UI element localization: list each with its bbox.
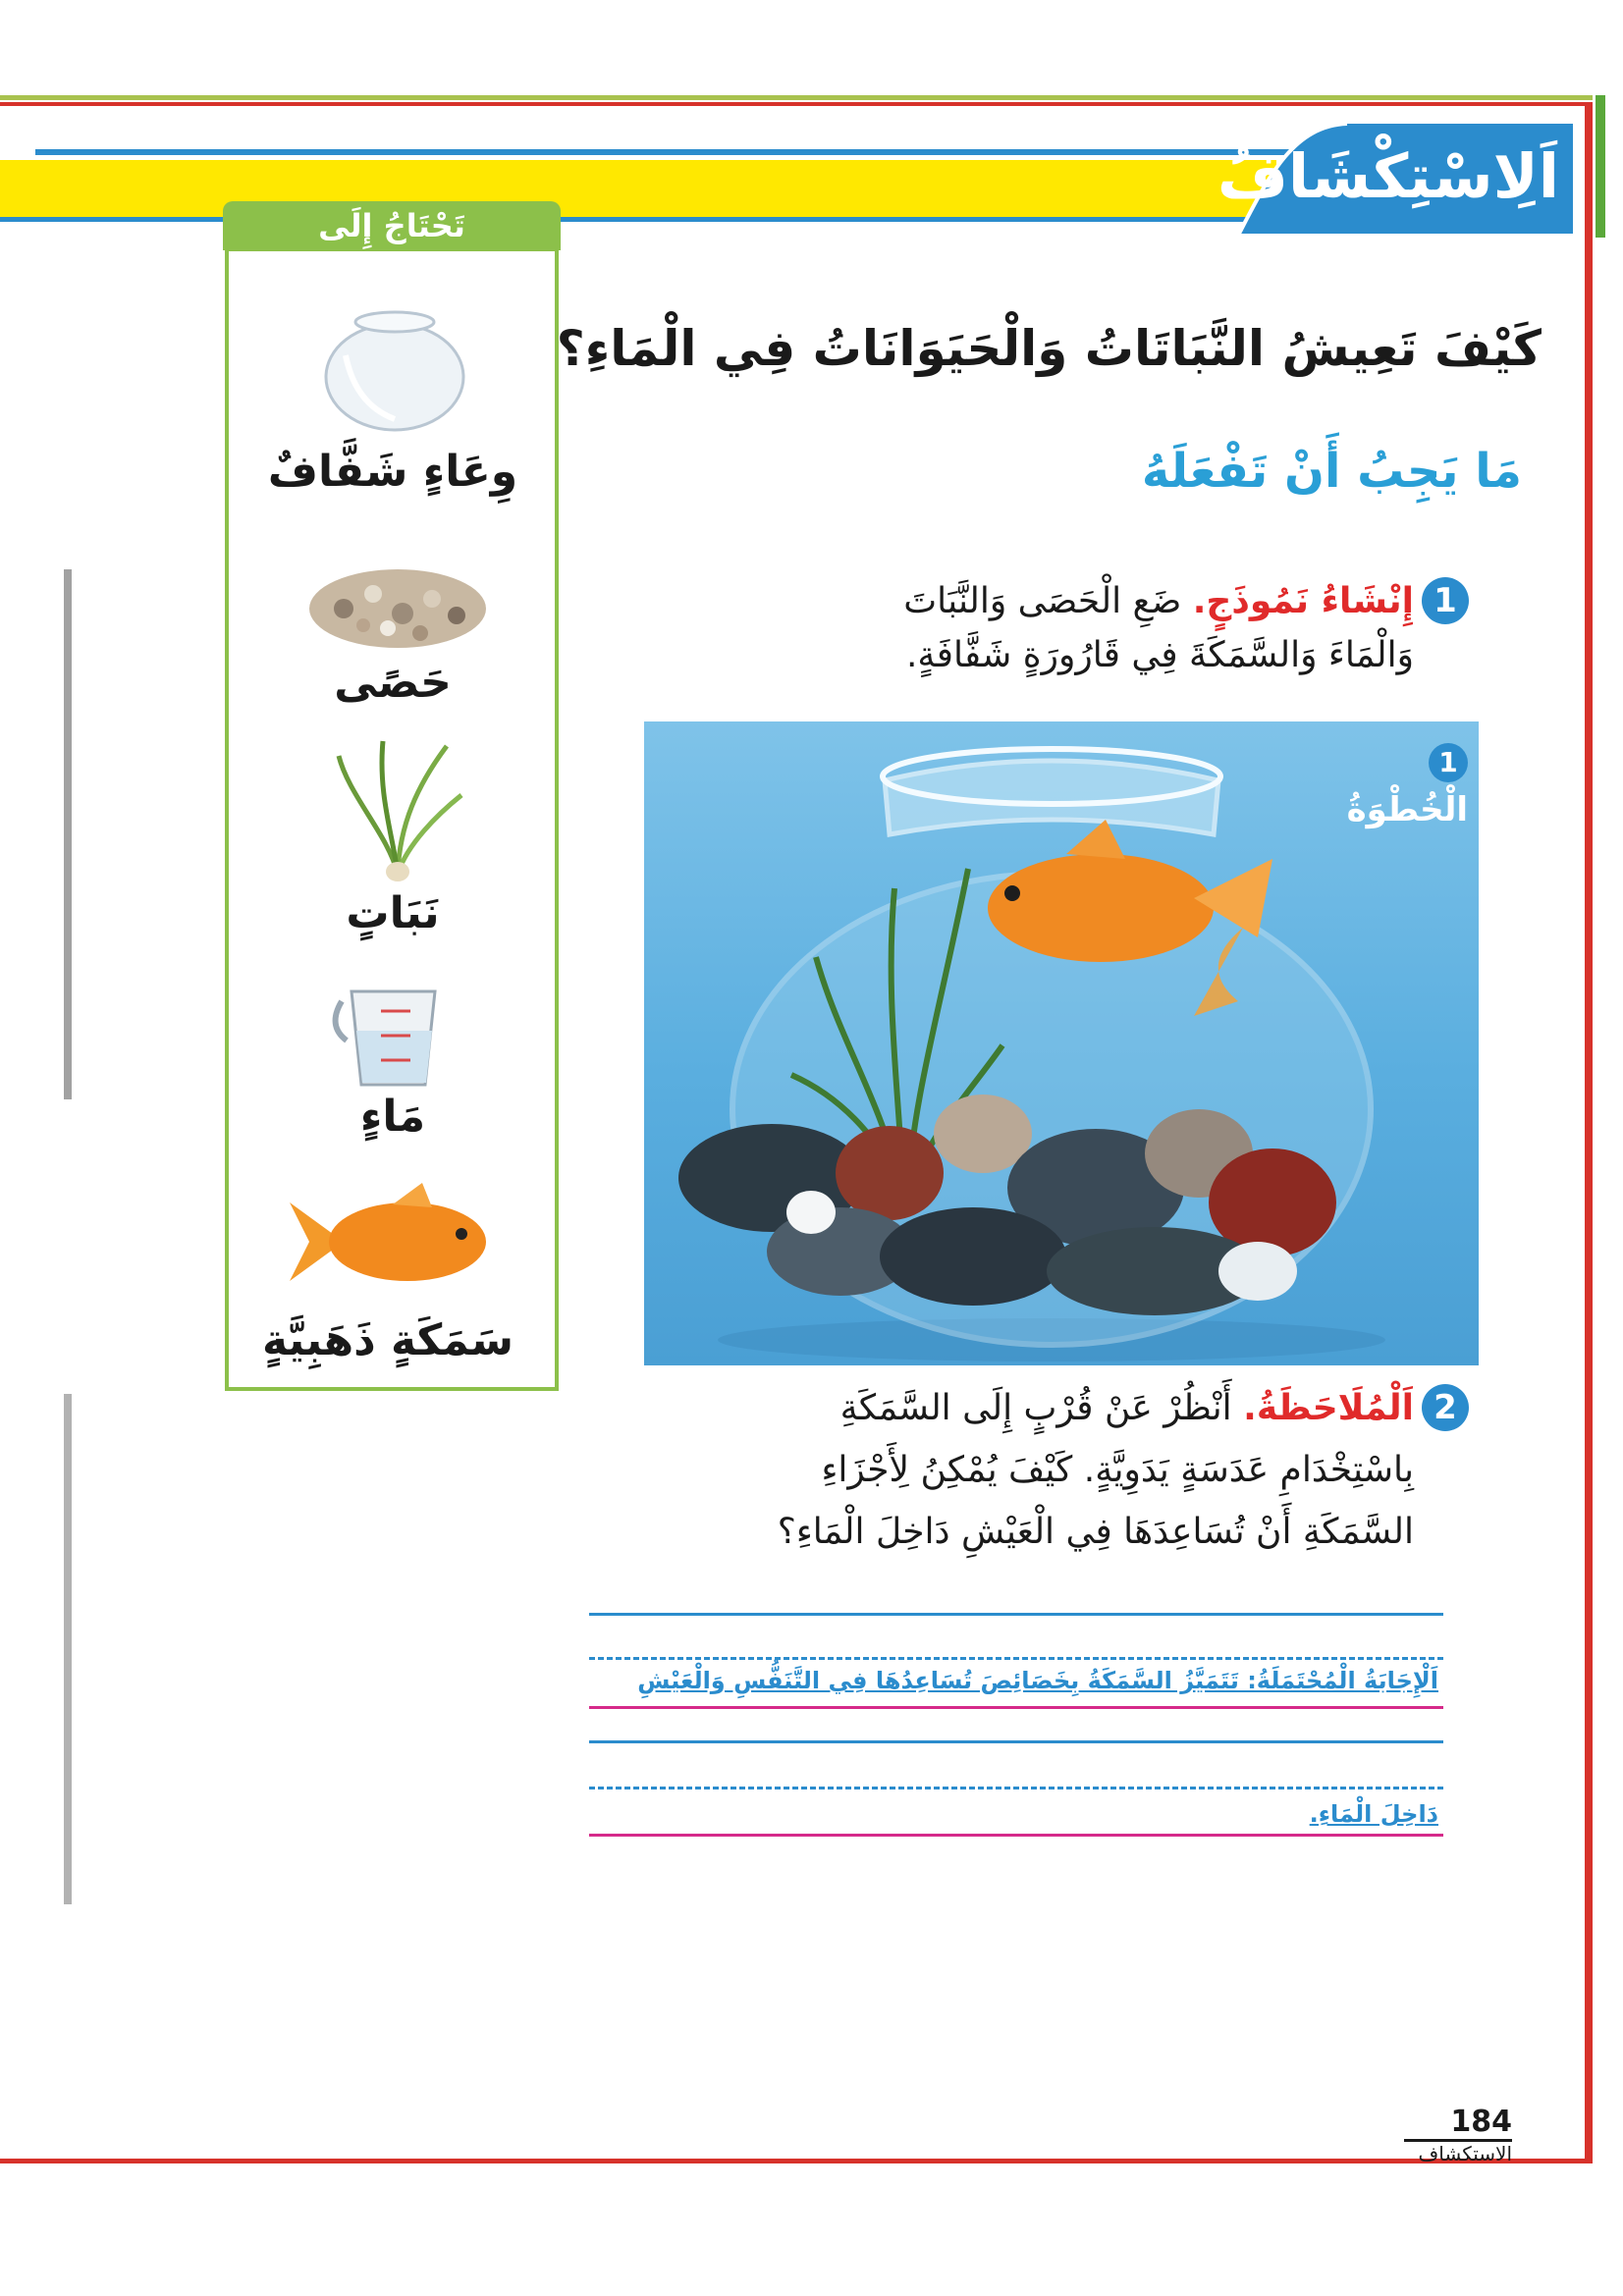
answer-guide-top-1 <box>589 1613 1443 1616</box>
material-label-pebbles: حَصًى <box>334 658 452 708</box>
photo-step-number: 1 <box>1429 743 1468 782</box>
header-blue-line-bottom <box>0 217 1276 222</box>
step-2-line-1 <box>589 1379 1414 1438</box>
page-frame-green-right <box>1596 95 1605 238</box>
answer-guide-base-1 <box>589 1706 1443 1709</box>
step-1-title: إِنْشَاءُ نَمُوذَجٍ. <box>1192 581 1414 621</box>
copyright-strip <box>59 1394 77 1904</box>
lesson-question: كَيْفَ تَعِيشُ النَّبَاتَاتُ وَالْحَيَوَانَاتُ فِي الْمَاءِ؟ <box>556 320 1542 377</box>
page-number: 184 <box>1404 2106 1512 2142</box>
answer-guide-top-2 <box>589 1740 1443 1743</box>
goldfish-icon <box>285 1183 501 1301</box>
step-2-line-3: السَّمَكَةِ أَنْ تُسَاعِدَهَا فِي الْعَيْشِ دَاخِلَ الْمَاءِ؟ <box>777 1512 1414 1552</box>
step-2-title: اَلْمُلَاحَظَةُ. <box>1243 1388 1414 1428</box>
pebbles-icon <box>304 555 491 653</box>
page-section-label: الاستكشاف <box>1418 2142 1512 2165</box>
answer-guide-dashed-1 <box>589 1657 1443 1660</box>
material-label-plant: نَبَاتٍ <box>346 888 440 938</box>
header-yellow-band <box>0 160 1276 217</box>
materials-header: تَحْتَاجُ إِلَى <box>223 201 561 250</box>
material-label-bowl: وِعَاءٍ شَفَّافٌ <box>267 447 518 497</box>
answer-text-line-1: اَلْإِجَابَةُ الْمُحْتَمَلَةُ: تَتَمَيَّزُ السَّمَكَةُ بِخَصَائِصَ تُسَاعِدُهَا فِي التَّنَفُّسِ وَالْعَيْشِ <box>637 1667 1438 1694</box>
material-label-water: مَاءٍ <box>359 1092 426 1142</box>
glass-bowl-icon <box>316 306 473 432</box>
plant-icon <box>329 736 466 883</box>
photo-step-label <box>1335 736 1468 829</box>
photo-credit-strip <box>59 569 77 1099</box>
material-label-goldfish: سَمَكَةٍ ذَهَبِيَّةٍ <box>261 1315 514 1365</box>
page-frame-green-top <box>0 95 1593 100</box>
step-1-line-1 <box>648 574 1414 628</box>
answer-guide-base-2 <box>589 1834 1443 1837</box>
step-2-text: أَنْظُرْ عَنْ قُرْبٍ إِلَى السَّمَكَةِ <box>839 1388 1232 1428</box>
step-2-line-2: بِاسْتِخْدَامِ عَدَسَةٍ يَدَوِيَّةٍ. كَيْفَ يُمْكِنُ لِأَجْزَاءِ <box>821 1450 1414 1490</box>
photo-step-text: الْخُطْوَةُ <box>1346 790 1468 829</box>
step-1-number: 1 <box>1422 577 1469 624</box>
answer-text-line-2: دَاخِلَ الْمَاءِ. <box>1309 1800 1438 1828</box>
step-2-number: 2 <box>1422 1384 1469 1431</box>
measuring-cup-icon <box>322 982 469 1090</box>
step-1-line-2: وَالْمَاءَ وَالسَّمَكَةَ فِي قَارُورَةٍ شَفَّافَةٍ. <box>905 635 1414 675</box>
header-blue-line <box>35 149 1292 155</box>
step-1-text: ضَعِ الْحَصَى وَالنَّبَاتَ <box>903 581 1182 621</box>
answer-guide-dashed-2 <box>589 1787 1443 1789</box>
procedure-heading: مَا يَجِبُ أَنْ تَفْعَلَهُ <box>1141 444 1522 499</box>
section-title: اَلِاسْتِكْشَافُ <box>1217 140 1559 212</box>
